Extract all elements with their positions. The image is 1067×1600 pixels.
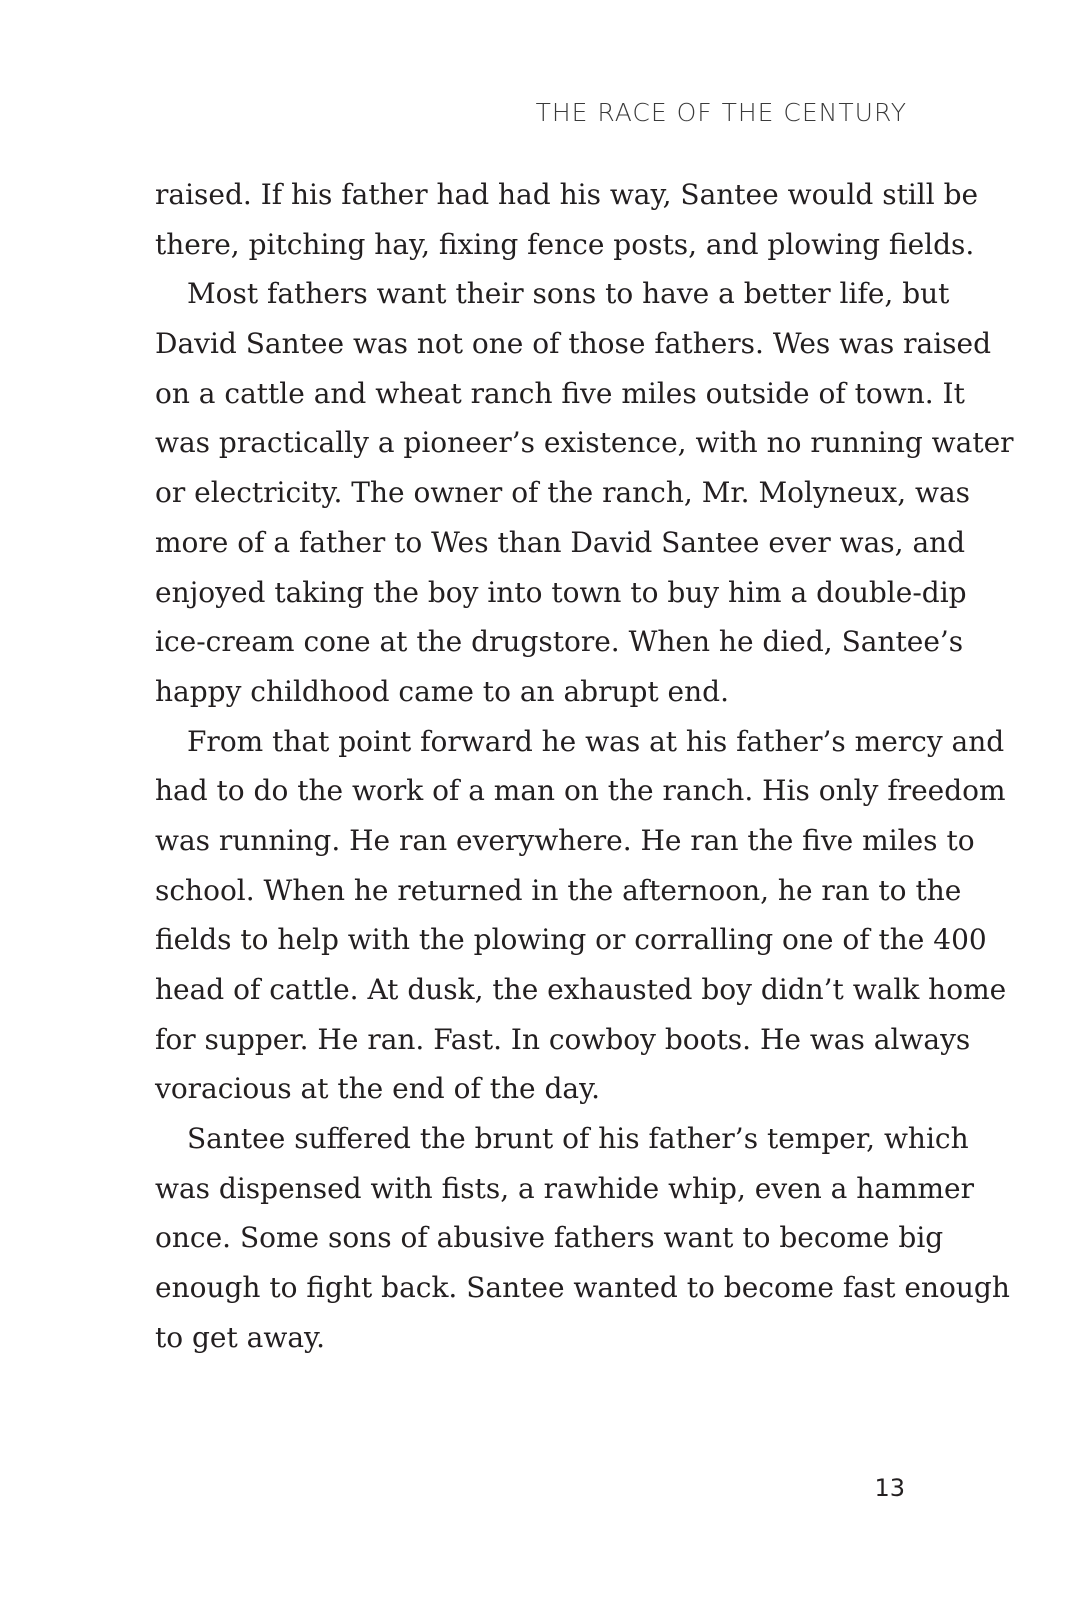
text-line: once. Some sons of abusive fathers want to become big [155,1221,944,1255]
text-line: voracious at the end of the day. [155,1072,601,1106]
text-line: Most fathers want their sons to have a better life, but [187,277,950,311]
page-number: 13 [874,1474,905,1502]
text-line: or electricity. The owner of the ranch, Mr. Molyneux, was [155,476,971,510]
text-line: happy childhood came to an abrupt end. [155,674,729,708]
text-line: David Santee was not one of those fathers. Wes was raised [155,327,992,361]
text-line: there, pitching hay, fixing fence posts, and plowing fields. [155,227,975,261]
text-line: head of cattle. At dusk, the exhausted boy didn’t walk home [155,973,1007,1006]
text-line: ice-cream cone at the drugstore. When he died, Santee’s [155,625,964,659]
body-text [155,170,1014,1363]
text-line: to get away. [155,1320,326,1354]
text-line: school. When he returned in the afternoon, he ran to the [155,873,962,907]
text-line: enjoyed taking the boy into town to buy him a double-dip [155,575,967,609]
text-line: was practically a pioneer’s existence, with no running water [155,426,1014,460]
text-line: had to do the work of a man on the ranch. His only freedom [155,774,1006,808]
text-line: Santee suffered the brunt of his father’s temper, which [187,1122,969,1156]
running-head: THE RACE OF THE CENTURY [535,98,907,127]
text-line: on a cattle and wheat ranch five miles outside of town. It [155,376,965,410]
text-line: raised. If his father had had his way, Santee would still be [155,178,979,211]
text-line: enough to fight back. Santee wanted to become fast enough [155,1271,1010,1305]
text-line: was running. He ran everywhere. He ran the five miles to [155,823,975,857]
text-line: for supper. He ran. Fast. In cowboy boots. He was always [155,1022,971,1056]
text-line: more of a father to Wes than David Santee ever was, and [155,525,966,559]
text-line: fields to help with the plowing or corralling one of the 400 [155,923,987,957]
text-line: was dispensed with fists, a rawhide whip, even a hammer [155,1171,975,1205]
text-line: From that point forward he was at his father’s mercy and [187,724,1005,758]
